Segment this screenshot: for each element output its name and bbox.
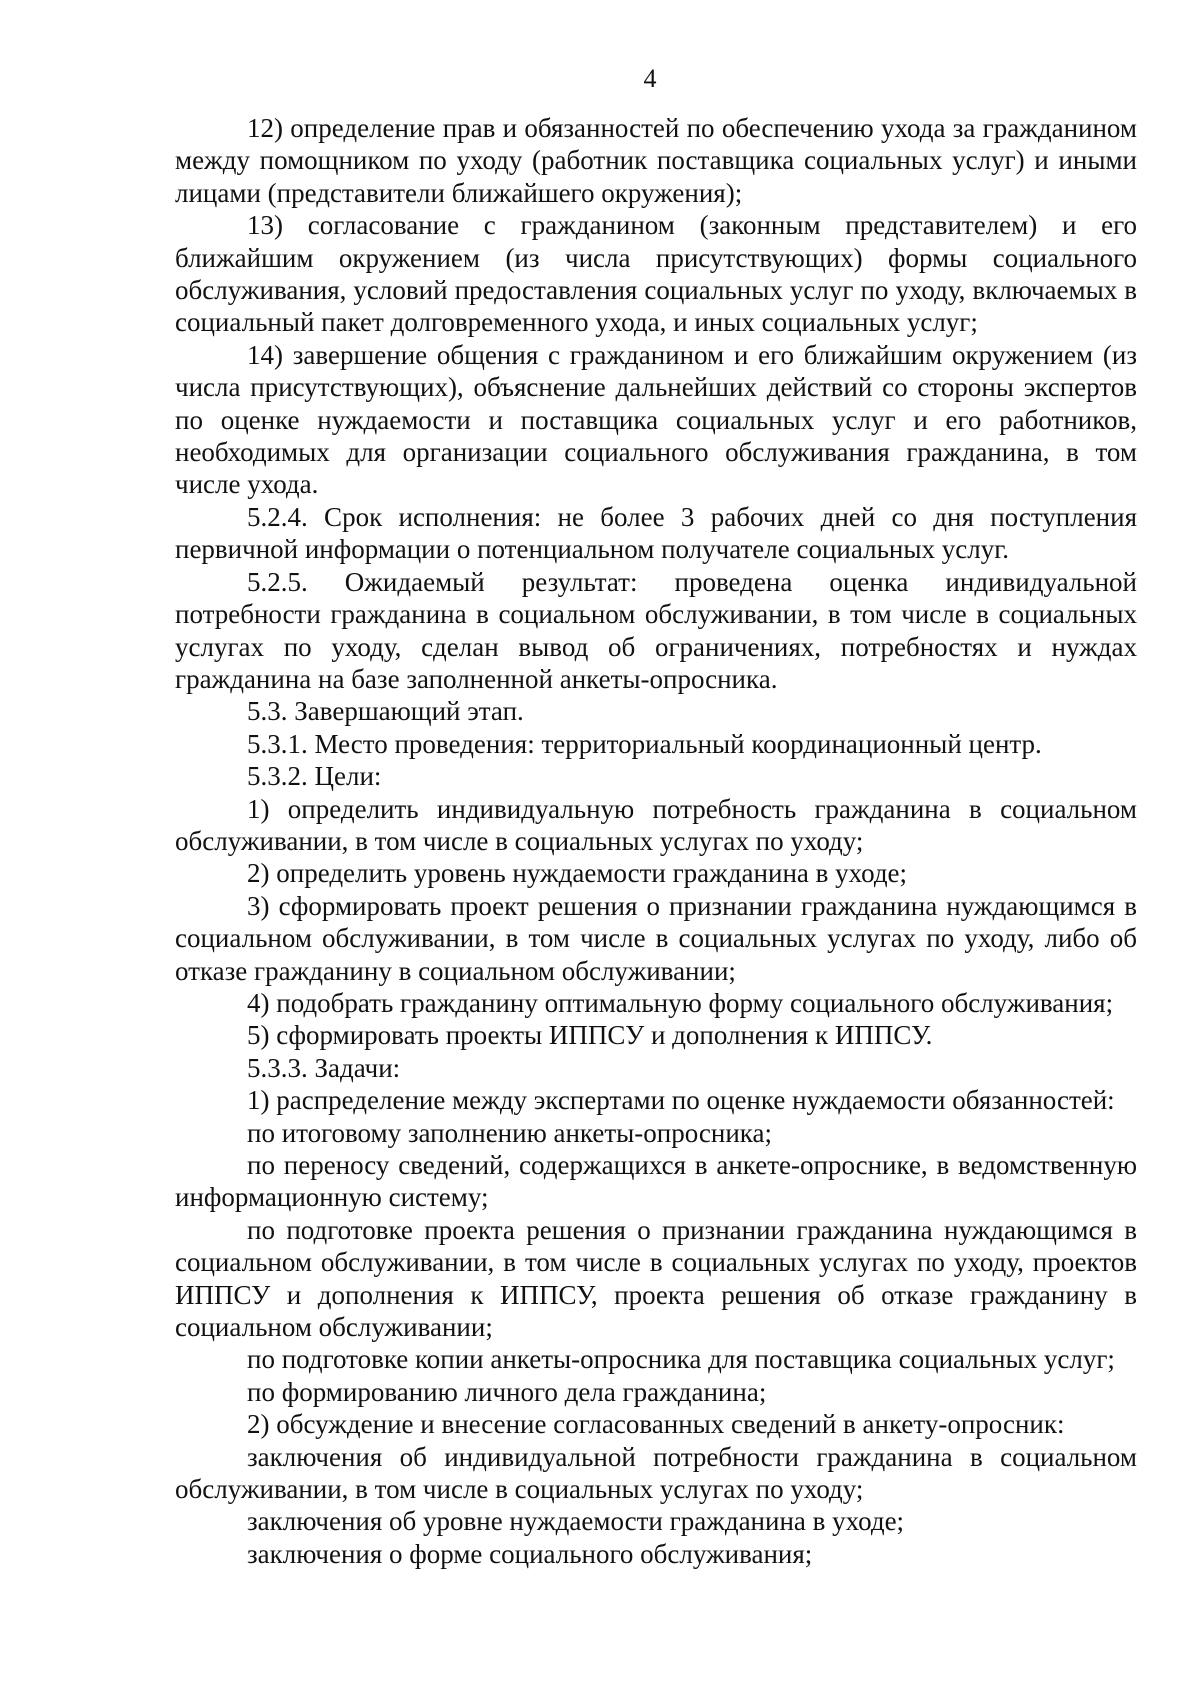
goal-5: 5) сформировать проекты ИППСУ и дополнения к ИППСУ. [247, 1020, 933, 1051]
task-2-item-individual-need: заключения об индивидуальной потребности гражданина в социальном обслуживании, в том числе в социальных услугах по уходу; [175, 1441, 1137, 1505]
paragraph-5-2-5-result: 5.2.5. Ожидаемый результат: проведена оценка индивидуальной потребности гражданина в социальном обслуживании, в том числе в социальных услугах по уходу, сделан вывод об ограничениях, потребностях и нуждах гражданина на базе заполненной анкеты-опросника. [175, 566, 1137, 694]
task-1: 1) распределение между экспертами по оценке нуждаемости обязанностей: [247, 1085, 1115, 1116]
paragraph-13-agreement: 13) согласование с гражданином (законным представителем) и его ближайшим окружением (из числа присутствующих) формы социального обслуживания, условий предоставления социальных услуг по уходу, включаемых в социальный пакет долговременного ухода, и иных социальных услуг; [175, 210, 1137, 338]
heading-5-3-2-goals: 5.3.2. Цели: [247, 761, 382, 792]
goal-1: 1) определить индивидуальную потребность гражданина в социальном обслуживании, в том числе в социальных услугах по уходу; [175, 793, 1137, 856]
task-1-item-copy: по подготовке копии анкеты-опросника для поставщика социальных услуг; [247, 1344, 1115, 1375]
heading-5-3-3-tasks: 5.3.3. Задачи: [247, 1052, 401, 1083]
task-1-item-final-fill: по итоговому заполнению анкеты-опросника; [247, 1117, 772, 1148]
task-1-item-decision-draft: по подготовке проекта решения о признании гражданина нуждающимся в социальном обслуживании, в том числе в социальных услугах по уходу, проектов ИППСУ и дополнения к ИППСУ, проекта решения об отказе гражданину в социальном обслуживании; [175, 1214, 1137, 1343]
task-1-item-transfer: по переносу сведений, содержащихся в анкете-опроснике, в ведомственную информационную систему; [175, 1150, 1137, 1213]
document-body [175, 112, 1137, 1570]
paragraph-14-completion: 14) завершение общения с гражданином и его ближайшим окружением (из числа присутствующих), объяснение дальнейших действий со стороны экспертов по оценке нуждаемости и поставщика социальных услуг и его работников, необходимых для организации социального обслуживания гражданина, в том числе ухода. [175, 339, 1137, 500]
paragraph-5-2-4-deadline: 5.2.4. Срок исполнения: не более 3 рабочих дней со дня поступления первичной информации о потенциальном получателе социальных услуг. [175, 501, 1137, 565]
task-2: 2) обсуждение и внесение согласованных сведений в анкету-опросник: [247, 1409, 1065, 1440]
goal-4: 4) подобрать гражданину оптимальную форму социального обслуживания; [247, 987, 1114, 1018]
paragraph-12-rights-duties: 12) определение прав и обязанностей по обеспечению ухода за гражданином между помощником по уходу (работник поставщика социальных услуг) и иными лицами (представители ближайшего окружения); [175, 113, 1137, 208]
goal-3: 3) сформировать проект решения о признании гражданина нуждающимся в социальном обслуживании, в том числе в социальных услугах по уходу, либо об отказе гражданину в социальном обслуживании; [175, 890, 1137, 986]
goal-2: 2) определить уровень нуждаемости гражданина в уходе; [247, 858, 908, 889]
page-number: 4 [643, 64, 657, 93]
task-1-item-personal-file: по формированию личного дела гражданина; [247, 1376, 767, 1407]
task-2-item-need-level: заключения об уровне нуждаемости гражданина в уходе; [247, 1506, 905, 1537]
task-2-item-service-form: заключения о форме социального обслуживания; [247, 1538, 813, 1569]
heading-5-3-final-stage: 5.3. Завершающий этап. [247, 696, 524, 727]
paragraph-5-3-1-location: 5.3.1. Место проведения: территориальный координационный центр. [247, 728, 1042, 759]
